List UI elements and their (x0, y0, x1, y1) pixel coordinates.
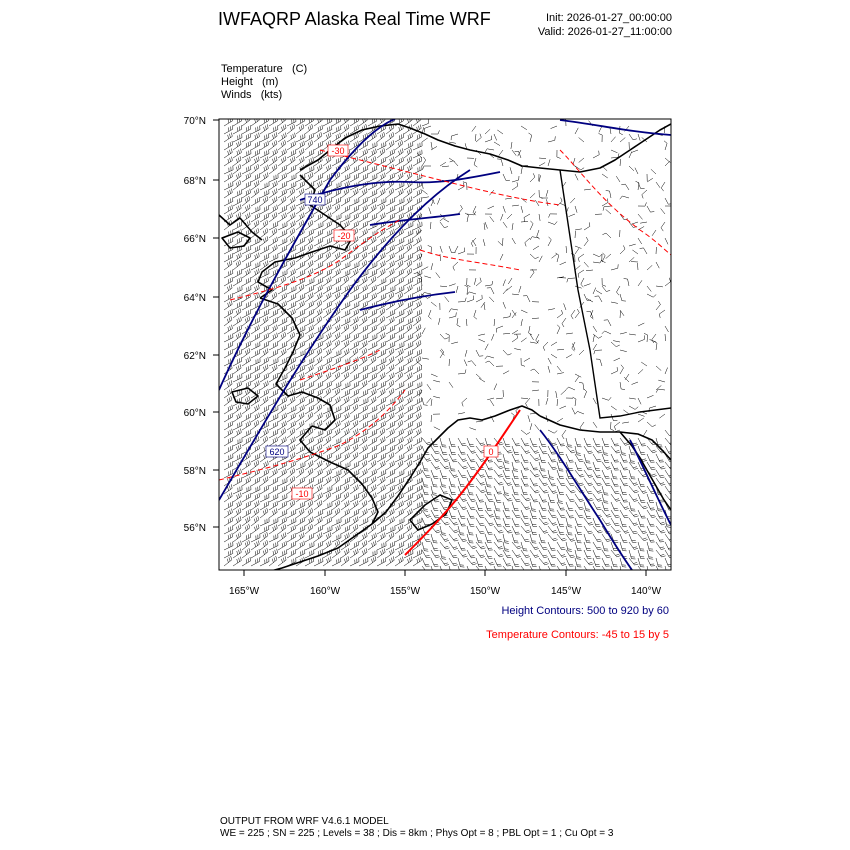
valid-time: Valid: 2026-01-27_11:00:00 (537, 26, 672, 38)
field-name: Height (221, 76, 253, 88)
chart-title: IWFAQRP Alaska Real Time WRF (218, 9, 491, 29)
field-unit: (C) (291, 63, 308, 75)
field-unit: (m) (261, 76, 279, 88)
init-time: Init: 2026-01-27_00:00:00 (546, 12, 672, 24)
field-name: Temperature (221, 63, 283, 75)
field-name: Winds (221, 89, 252, 101)
field-unit: (kts) (260, 89, 283, 101)
